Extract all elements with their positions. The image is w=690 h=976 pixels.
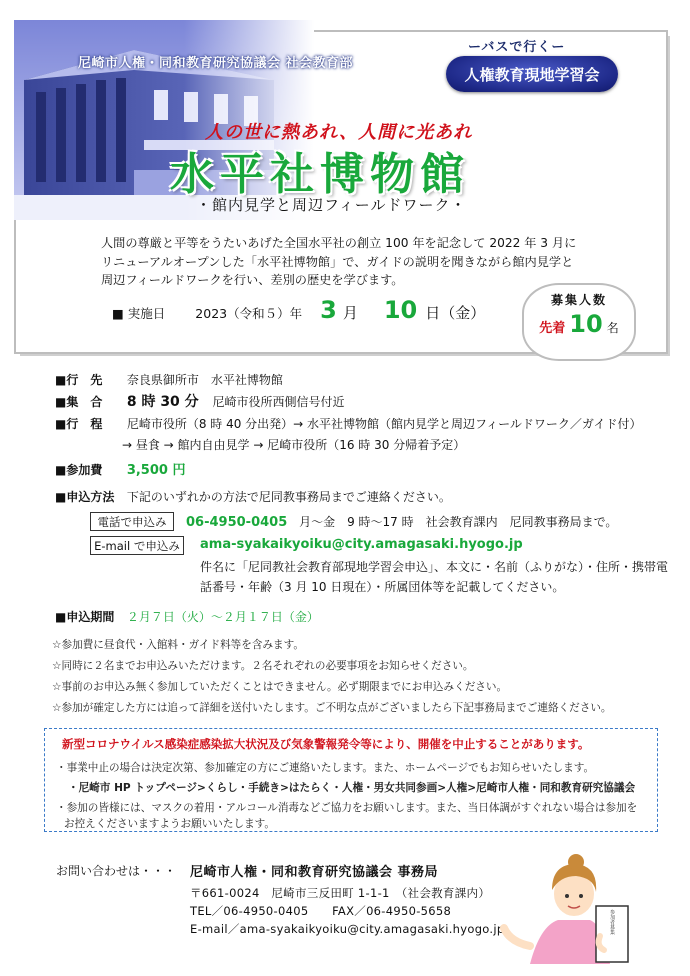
- date-day: 10: [383, 296, 418, 324]
- capacity-number: 10: [569, 310, 603, 338]
- phone-hours: 月～金 9 時～17 時 社会教育課内 尼同教事務局まで。: [299, 515, 618, 529]
- capacity-prefix: 先着: [539, 321, 566, 336]
- event-badge: 人権教育現地学習会: [446, 56, 618, 92]
- detail-value: 尼崎市役所（8 時 40 分出発）→ 水平社博物館（館内見学と周辺フィールドワーク／ガイド付）: [126, 417, 642, 431]
- date-month-unit: 月: [342, 304, 358, 322]
- email-address[interactable]: ama-syakaikyoiku@city.amagasaki.hyogo.jp: [200, 537, 523, 552]
- meeting-time: 8 時 30 分: [126, 394, 199, 410]
- date-day-unit: 日（金）: [425, 304, 486, 322]
- email-note-line: 話番号・年齢（3 月 10 日現在）・所属団体等を記載してください。: [200, 580, 565, 594]
- capacity-badge: [522, 283, 636, 361]
- note-line: ☆参加費に昼食代・入館料・ガイド料等を含みます。: [52, 639, 304, 651]
- intro-text: [101, 234, 611, 290]
- detail-itinerary: [55, 415, 642, 432]
- organizer-title: 尼崎市人権・同和教育研究協議会 社会教育部: [78, 56, 354, 71]
- contact-lead: お問い合わせは・・・: [56, 864, 177, 878]
- detail-value: 下記のいずれかの方法で尼同教事務局までご連絡ください。: [126, 490, 451, 504]
- detail-apply: [55, 488, 451, 505]
- intro-line: リニューアルオープンした「水平社博物館」で、ガイドの説明を聞きながら館内見学と: [101, 254, 574, 269]
- contact-org: 尼崎市人権・同和教育研究協議会 事務局: [190, 865, 439, 880]
- email-apply-label: E-mail で申込み: [90, 536, 184, 555]
- meeting-place: 尼崎市役所西側信号付近: [212, 395, 345, 409]
- event-date: [112, 296, 485, 326]
- detail-label: ■行 先: [55, 373, 103, 387]
- note-line: ☆同時に２名までお申込みいただけます。２名それぞれの必要事項をお知らせください。: [52, 660, 474, 672]
- itinerary-line-2: → 昼食 → 館内自由見学 → 尼崎市役所（16 時 30 分帰着予定）: [122, 438, 466, 452]
- detail-value: 奈良県御所市 水平社博物館: [126, 373, 283, 387]
- email-note-line: 件名に「尼同教社会教育部現地学習会申込」、本文に・名前（ふりがな）・住所・携帯電: [200, 560, 669, 574]
- date-month: 3: [320, 296, 337, 324]
- detail-label: ■集 合: [55, 395, 103, 409]
- email-apply: [200, 537, 523, 552]
- phone-apply-label: 電話で申込み: [90, 512, 174, 531]
- notice-line: お控えくださいますようお願いいたします。: [64, 818, 276, 830]
- contact-address: 〒661-0024 尼崎市三反田町 1-1-1 （社会教育課内）: [190, 886, 491, 900]
- intro-line: 人間の尊厳と平等をうたいあげた全国水平社の創立 100 年を記念して 2022 年 3 月に: [101, 236, 577, 250]
- detail-label: ■申込方法: [55, 490, 115, 504]
- detail-label: ■行 程: [55, 417, 103, 431]
- fee-value: 3,500 円: [126, 463, 186, 478]
- notice-line: ・尼崎市 HP トップページ>くらし・手続き>はたらく・人権・男女共同参画>人権>尼崎市人権・同和教育研究協議会: [68, 782, 636, 794]
- phone-number[interactable]: 06-4950-0405: [186, 515, 288, 530]
- page-subtitle: ・館内見学と周辺フィールドワーク・: [196, 196, 467, 214]
- period-value: ２月７日（火）～２月１７日（金）: [126, 610, 319, 624]
- bus-subtitle: ーバスで行くー: [468, 40, 566, 55]
- detail-label: ■参加費: [55, 463, 103, 477]
- notice-line: ・事業中止の場合は決定次第、参加確定の方にご連絡いたします。また、ホームページでもお知らせいたします。: [56, 762, 595, 774]
- phone-apply: [186, 513, 617, 530]
- person-holding-sign-illustration: [500, 846, 640, 970]
- notice-title: 新型コロナウイルス感染症感染拡大状況及び気象警報発令等により、開催を中止することがあります。: [62, 737, 590, 751]
- detail-destination: [55, 371, 283, 388]
- date-label: ■ 実施日: [112, 306, 166, 321]
- capacity-label: 募集人数: [550, 293, 607, 307]
- note-line: ☆事前のお申込み無く参加していただくことはできません。必ず期限までにお申込みください。: [52, 681, 508, 693]
- capacity-suffix: 名: [606, 321, 619, 335]
- intro-line: 周辺フィールドワークを行い、差別の歴史を学びます。: [101, 273, 404, 287]
- date-year: 2023（令和５）年: [195, 306, 303, 321]
- detail-period: [55, 608, 319, 625]
- contact-tel-fax: TEL／06-4950-0405 FAX／06-4950-5658: [190, 904, 452, 918]
- detail-meeting: [55, 391, 345, 411]
- contact-email[interactable]: E-mail／ama-syakaikyoiku@city.amagasaki.hyogo.jp: [190, 922, 505, 936]
- page-title: 水平社博物館: [170, 149, 470, 200]
- notice-line: ・参加の皆様には、マスクの着用・アルコール消毒などご協力をお願いします。また、当日体調がすぐれない場合は参加を: [56, 802, 638, 814]
- catchphrase: 人の世に熱あれ、人間に光あれ: [205, 122, 473, 143]
- note-line: ☆参加が確定した方には追って詳細を送付いたします。ご不明な点がございましたら下記事務局までご連絡ください。: [52, 702, 612, 714]
- detail-fee: [55, 459, 185, 478]
- detail-label: ■申込期間: [55, 610, 115, 624]
- sign-text: 参加者募集: [609, 909, 615, 935]
